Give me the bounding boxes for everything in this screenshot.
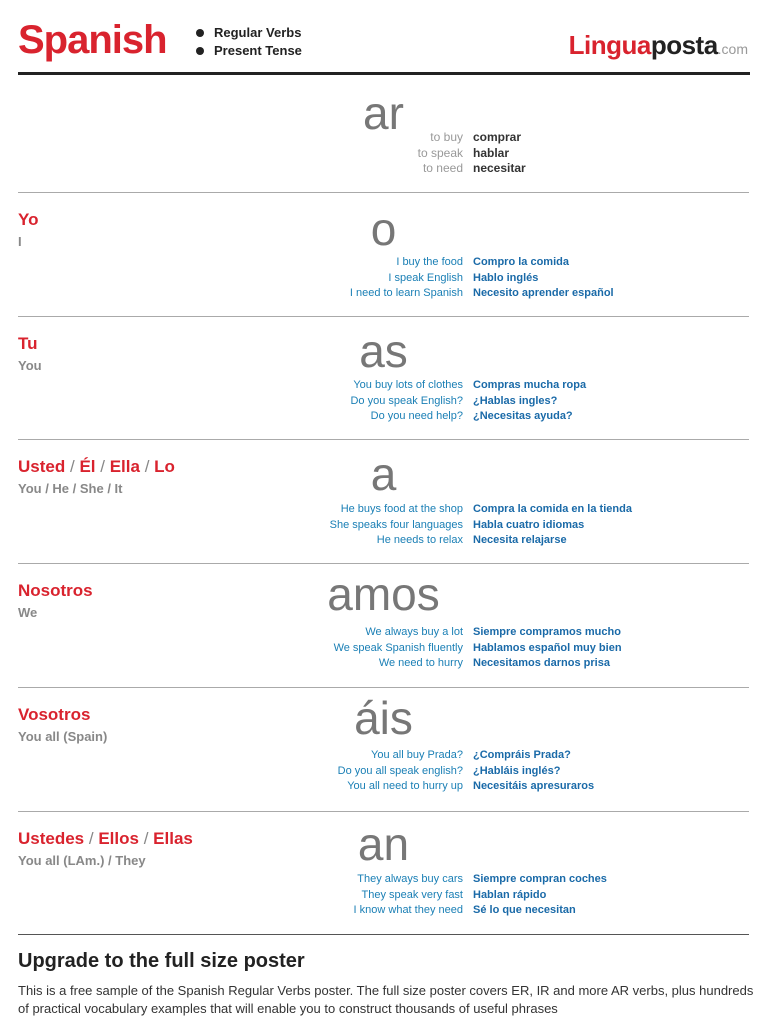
pronoun-el: Él — [79, 457, 96, 476]
example-es: Compras mucha ropa — [473, 379, 587, 391]
footer-divider — [18, 934, 749, 935]
pronoun-lo: Lo — [154, 457, 175, 476]
verb-ending: amos — [327, 568, 440, 620]
conjugation-section-ustedes — [18, 818, 749, 933]
ar-en-line: to speak — [417, 145, 463, 160]
example-en: I know what they need — [353, 904, 463, 916]
examples-es — [473, 502, 632, 549]
example-es: Siempre compramos mucho — [473, 626, 621, 638]
example-en: You buy lots of clothes — [353, 379, 463, 391]
ar-infinitive-section — [18, 80, 749, 192]
ar-es-line: hablar — [473, 145, 510, 160]
examples-es — [473, 625, 622, 672]
pronoun-label: Vosotros — [18, 705, 91, 724]
verb-ending: o — [370, 203, 397, 255]
logo-lingua: Lingua — [568, 30, 651, 60]
ar-en-line: to need — [422, 161, 463, 175]
section-divider — [18, 811, 749, 812]
verb-ending: as — [359, 325, 408, 377]
section-divider — [18, 439, 749, 440]
ar-es-line: necesitar — [473, 161, 526, 175]
example-en: You all need to hurry up — [347, 780, 463, 792]
subtitle-present-tense: Present Tense — [214, 43, 302, 58]
pronoun-separator: / — [143, 829, 149, 848]
pronoun-ustedes: Ustedes — [18, 829, 85, 848]
example-es: ¿Habláis inglés? — [473, 764, 561, 777]
example-es: ¿Hablas ingles? — [473, 394, 558, 407]
section-divider — [18, 316, 749, 317]
conjugation-section-yo — [18, 202, 749, 314]
example-en: We speak Spanish fluently — [333, 641, 463, 654]
example-en: They speak very fast — [361, 888, 463, 901]
subtitle-regular-verbs: Regular Verbs — [214, 25, 302, 40]
example-es: Hablan rápido — [473, 888, 547, 901]
pronoun-separator: / — [100, 457, 105, 476]
example-en: Do you all speak english? — [337, 764, 463, 777]
example-es: ¿Necesitas ayuda? — [473, 410, 573, 422]
logo-com: .com — [717, 41, 748, 57]
conjugation-section-usted — [18, 449, 749, 561]
examples-en — [354, 872, 463, 919]
pronoun-separator: / — [69, 457, 75, 476]
section-divider — [18, 192, 749, 193]
pronoun-separator: / — [144, 457, 150, 476]
example-es: Necesitamos darnos prisa — [473, 657, 610, 669]
section-divider — [18, 687, 749, 688]
example-es: Necesitáis apresuraros — [473, 780, 595, 792]
verb-ending: an — [357, 818, 410, 870]
examples-en — [350, 255, 463, 302]
pronoun-translation: We — [18, 605, 38, 620]
verb-ending: a — [370, 448, 397, 500]
example-en: She speaks four languages — [329, 518, 463, 531]
subtitle-block — [196, 24, 302, 60]
page-header — [0, 0, 768, 74]
pronoun-translation: You — [18, 358, 42, 373]
example-es: Habla cuatro idiomas — [473, 518, 585, 531]
example-es: Sé lo que necesitan — [473, 904, 576, 916]
ar-infinitives-es — [473, 130, 526, 177]
upgrade-heading: Upgrade to the full size poster — [18, 950, 305, 972]
upgrade-description: This is a free sample of the Spanish Regular Verbs poster. The full size poster covers ER, IR and more AR verbs, plus hundreds of practical vocabulary examples that will enable you to construct thousands of useful phrases — [18, 983, 754, 1016]
example-en: They always buy cars — [357, 873, 463, 885]
conjugation-section-nosotros — [18, 568, 749, 685]
header-divider — [18, 72, 750, 75]
example-en: Do you speak English? — [350, 394, 463, 407]
examples-en — [330, 502, 463, 549]
ar-es-line: comprar — [473, 130, 522, 144]
example-es: Compro la comida — [473, 256, 569, 268]
example-en: You all buy Prada? — [371, 749, 463, 761]
example-en: Do you need help? — [370, 410, 463, 422]
example-en: I need to learn Spanish — [349, 287, 463, 299]
examples-es — [473, 872, 607, 919]
examples-en — [334, 625, 463, 672]
example-en: I buy the food — [396, 256, 463, 268]
examples-es — [473, 748, 594, 795]
pronoun-translation: You / He / She / It — [18, 481, 123, 496]
pronoun-ellas: Ellas — [153, 829, 193, 848]
pronoun-ella: Ella — [109, 457, 140, 476]
example-en: He needs to relax — [376, 534, 463, 546]
example-en: We always buy a lot — [365, 626, 463, 638]
pronoun-translation: You all (Spain) — [18, 729, 108, 744]
example-en: We need to hurry — [378, 657, 463, 669]
example-es: ¿Compráis Prada? — [473, 749, 571, 761]
pronoun-ellos: Ellos — [98, 829, 139, 848]
pronoun-translation: You all (LAm.) / They — [18, 853, 146, 868]
examples-es — [473, 255, 614, 302]
example-es: Necesita relajarse — [473, 534, 567, 546]
example-en: He buys food at the shop — [340, 503, 463, 515]
pronoun-separator: / — [88, 829, 94, 848]
bullet-dot-icon — [196, 47, 204, 55]
pronoun-label: Yo — [18, 210, 39, 229]
example-es: Compra la comida en la tienda — [473, 503, 632, 515]
pronoun-translation: I — [18, 234, 22, 249]
subtitle-line-2 — [196, 42, 302, 60]
ar-ending: ar — [363, 87, 404, 139]
verb-ending: áis — [354, 692, 413, 744]
page-title: Spanish — [18, 18, 167, 62]
conjugation-section-vosotros — [18, 692, 749, 809]
linguaposta-logo — [569, 30, 748, 61]
example-es: Siempre compran coches — [473, 873, 607, 885]
examples-en — [338, 748, 463, 795]
pronoun-label: Nosotros — [18, 581, 93, 600]
logo-posta: posta — [650, 30, 718, 60]
example-es: Hablamos español muy bien — [473, 641, 622, 654]
ar-en-line: to buy — [430, 130, 463, 144]
example-es: Necesito aprender español — [473, 287, 614, 299]
example-en: I speak English — [388, 271, 463, 284]
example-es: Hablo inglés — [473, 271, 539, 284]
conjugation-section-tu — [18, 326, 749, 438]
bullet-dot-icon — [196, 29, 204, 37]
subtitle-line-1 — [196, 24, 302, 42]
pronoun-usted: Usted — [18, 457, 66, 476]
pronoun-label: Tu — [18, 334, 38, 353]
ar-infinitives-en — [418, 130, 463, 177]
examples-en — [350, 378, 463, 425]
section-divider — [18, 563, 749, 564]
examples-es — [473, 378, 586, 425]
